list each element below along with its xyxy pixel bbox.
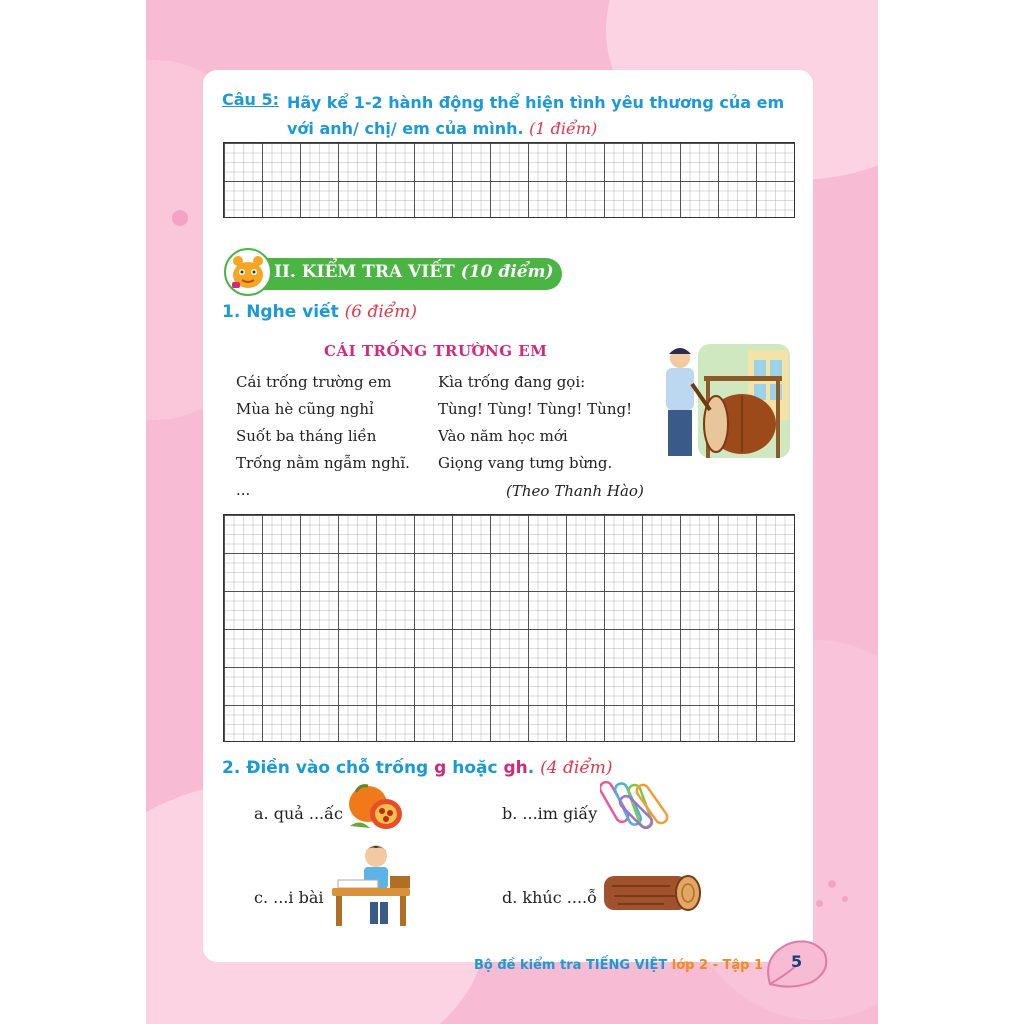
poem-line: Cái trống trường em (236, 373, 392, 391)
dien-heading-post: . (527, 758, 535, 778)
question-5-text (287, 90, 807, 142)
poem-line: Mùa hè cũng nghỉ (236, 400, 374, 418)
dien-heading-pre: 2. Điền vào chỗ trống (222, 758, 435, 778)
footer-prefix: Bộ đề kiểm tra (474, 958, 586, 973)
letter-g: g (434, 758, 447, 778)
decor-dot (842, 896, 848, 902)
poem-line: Kìa trống đang gọi: (438, 373, 586, 391)
decor-dot (828, 880, 836, 888)
dien-heading (222, 758, 613, 778)
drum-illustration (654, 340, 794, 462)
paper-clip-icon (600, 774, 672, 838)
nghe-viet-heading (222, 302, 417, 322)
student-desk-icon (328, 840, 414, 928)
question-5-prompt: Hãy kể 1-2 hành động thể hiện tình yêu thương của em với anh/ chị/ em của mình. (287, 93, 785, 138)
question-5-label: Câu 5: (222, 90, 280, 109)
nghe-viet-points: (6 điểm) (344, 302, 418, 322)
writing-grid-dictation[interactable] (223, 514, 795, 742)
poem-line: Tùng! Tùng! Tùng! Tùng! (438, 400, 633, 418)
exercise-a: a. quả ...ấc (254, 804, 343, 823)
log-icon (600, 872, 704, 914)
section-2-title (274, 262, 554, 282)
section-2-points: (10 điểm) (460, 262, 554, 282)
dien-heading-mid: hoặc (446, 758, 504, 778)
dien-points: (4 điểm) (540, 758, 613, 778)
nghe-viet-label: 1. Nghe viết (222, 302, 339, 322)
poem-line: Suốt ba tháng liền (236, 427, 377, 445)
mascot-icon (224, 248, 272, 296)
poem-line: Trống nằm ngẫm nghĩ. (236, 454, 410, 472)
gac-fruit-icon (346, 780, 406, 836)
exercise-b: b. ...im giấy (502, 804, 598, 823)
poem-line: Vào năm học mới (438, 427, 568, 445)
poem-line: ... (236, 481, 251, 499)
section-2-heading: II. KIỂM TRA VIẾT (274, 262, 455, 282)
poem-line: Giọng vang tưng bừng. (438, 454, 613, 472)
footer-book-title (474, 958, 763, 973)
question-5-points: (1 điểm) (529, 119, 598, 138)
poem-title: CÁI TRỐNG TRƯỜNG EM (324, 342, 548, 360)
footer-subject: TIẾNG VIỆT (585, 958, 668, 973)
writing-grid-answer[interactable] (223, 142, 795, 218)
decor-dot (816, 900, 823, 907)
poem-source: (Theo Thanh Hào) (506, 482, 644, 500)
exercise-c: c. ...i bài (254, 888, 324, 907)
decor-dot (172, 210, 188, 226)
exercise-d: d. khúc ....ỗ (502, 888, 597, 907)
letter-gh: gh (503, 758, 528, 778)
page-number: 5 (791, 952, 803, 971)
footer-suffix: lớp 2 - Tập 1 (667, 958, 764, 973)
